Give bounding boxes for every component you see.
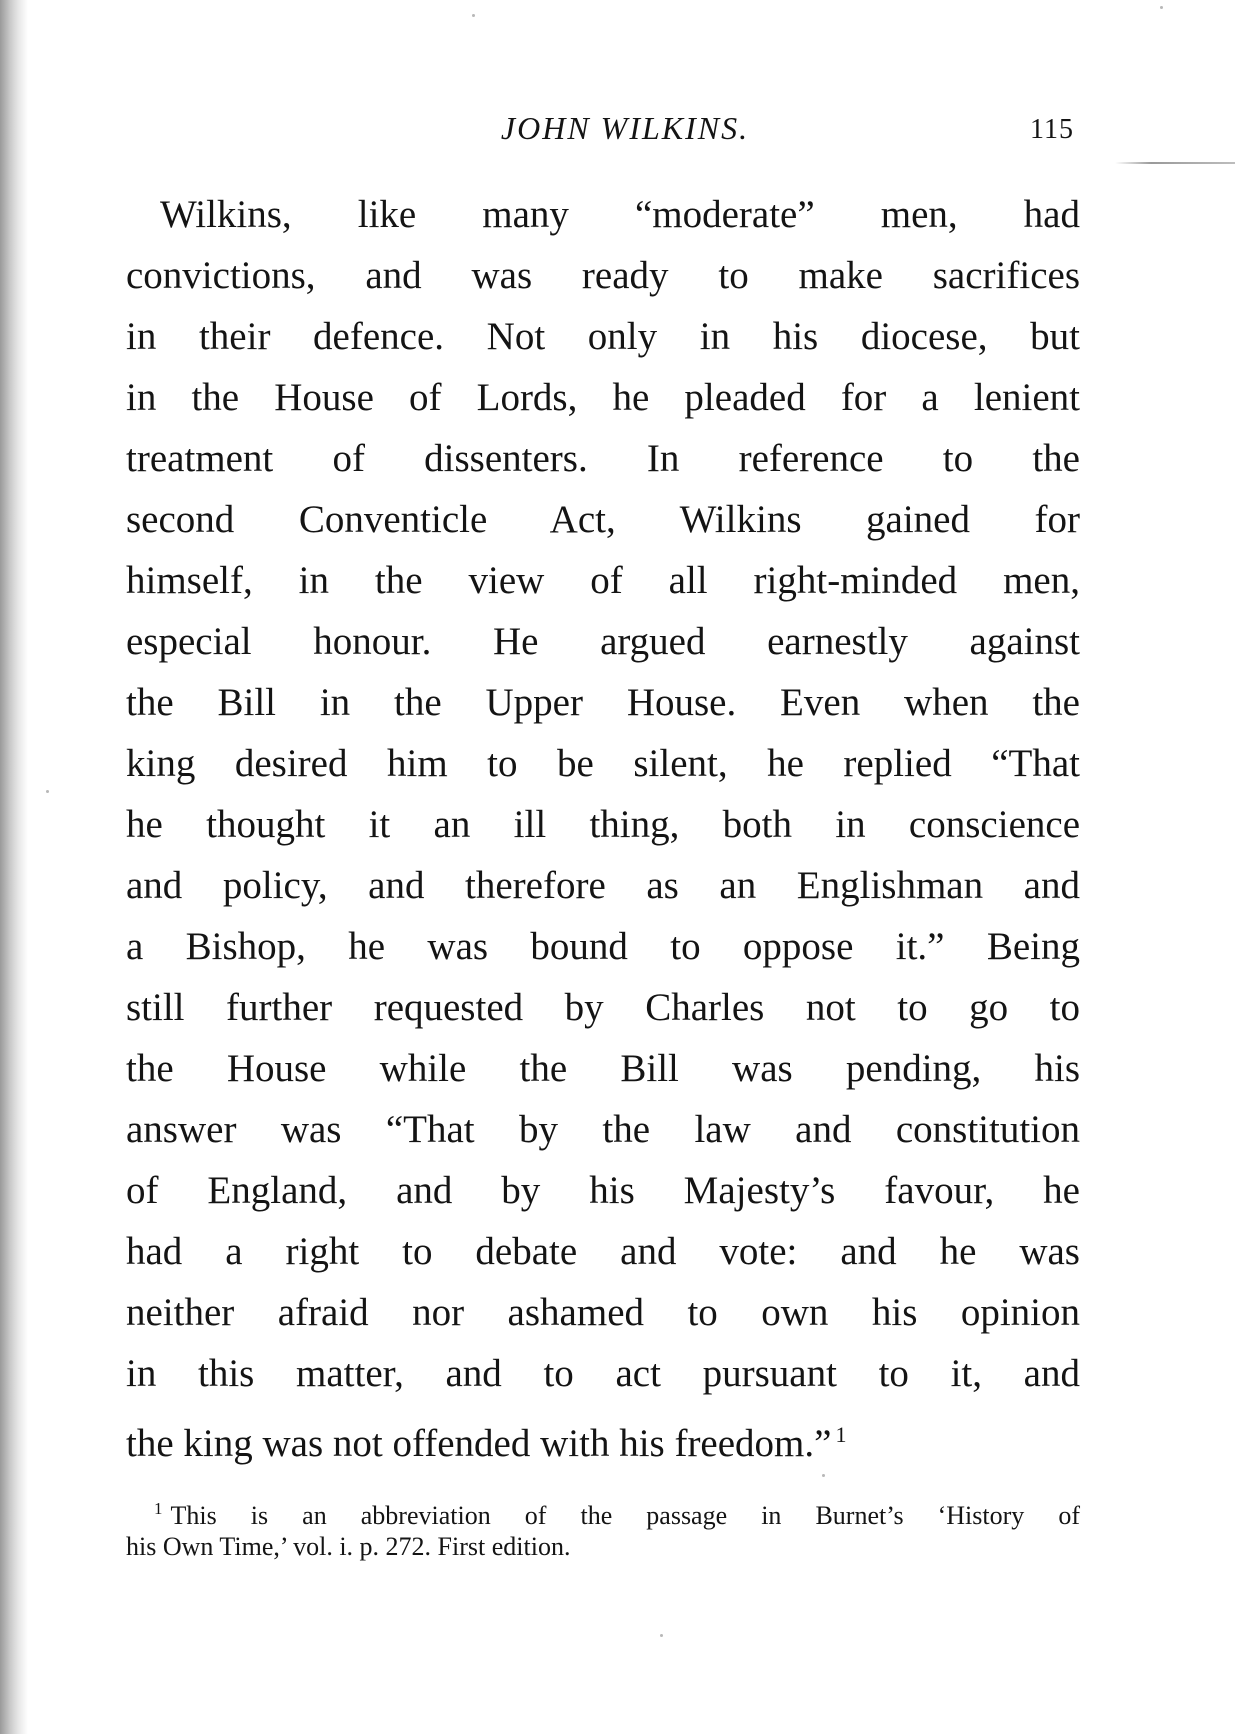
footnote [126, 1490, 1080, 1566]
text-line-content: the king was not offended with his freedom.” [126, 1422, 832, 1465]
footnote-line [126, 1490, 1080, 1528]
text-line: Wilkins, like many “moderate” men, had [160, 193, 1080, 236]
footnote-text: This is an abbreviation of the passage in Burnet’s ‘History of [170, 1501, 1080, 1530]
scan-speck [660, 1634, 663, 1637]
scan-mark [1115, 162, 1235, 164]
scan-speck [822, 1474, 825, 1477]
text-line: in the House of Lords, he pleaded for a lenient [126, 376, 1080, 419]
scan-speck [472, 14, 475, 17]
text-line: treatment of dissenters. In reference to the [126, 437, 1080, 480]
text-line: still further requested by Charles not to go to [126, 986, 1080, 1029]
text-line: he thought it an ill thing, both in conscience [126, 803, 1080, 846]
text-line: especial honour. He argued earnestly against [126, 620, 1080, 663]
text-line: answer was “That by the law and constitution [126, 1108, 1080, 1151]
text-line: king desired him to be silent, he replied “That [126, 742, 1080, 785]
running-head [0, 110, 1250, 150]
footnote-reference[interactable]: 1 [835, 1422, 847, 1447]
text-line-last [126, 1404, 1080, 1465]
text-line: in their defence. Not only in his diocese, but [126, 315, 1080, 358]
page-number: 115 [1030, 114, 1074, 145]
footnote-line: his Own Time,’ vol. i. p. 272. First edition. [126, 1532, 571, 1561]
text-line: himself, in the view of all right-minded men, [126, 559, 1080, 602]
text-line: had a right to debate and vote: and he was [126, 1230, 1080, 1273]
footnote-marker: 1 [154, 1499, 163, 1518]
scan-speck [46, 790, 49, 793]
text-line: convictions, and was ready to make sacrifices [126, 254, 1080, 297]
text-line: in this matter, and to act pursuant to it, and [126, 1352, 1080, 1395]
running-title: JOHN WILKINS. [500, 110, 750, 146]
text-line: second Conventicle Act, Wilkins gained for [126, 498, 1080, 541]
body-paragraph [126, 184, 1080, 1465]
text-line: the Bill in the Upper House. Even when the [126, 681, 1080, 724]
scan-speck [1160, 6, 1163, 9]
text-line: the House while the Bill was pending, his [126, 1047, 1080, 1090]
text-line: of England, and by his Majesty’s favour, he [126, 1169, 1080, 1212]
text-line: a Bishop, he was bound to oppose it.” Being [126, 925, 1080, 968]
text-line: neither afraid nor ashamed to own his opinion [126, 1291, 1080, 1334]
text-line: and policy, and therefore as an Englishman and [126, 864, 1080, 907]
gutter-shadow [0, 0, 28, 1734]
